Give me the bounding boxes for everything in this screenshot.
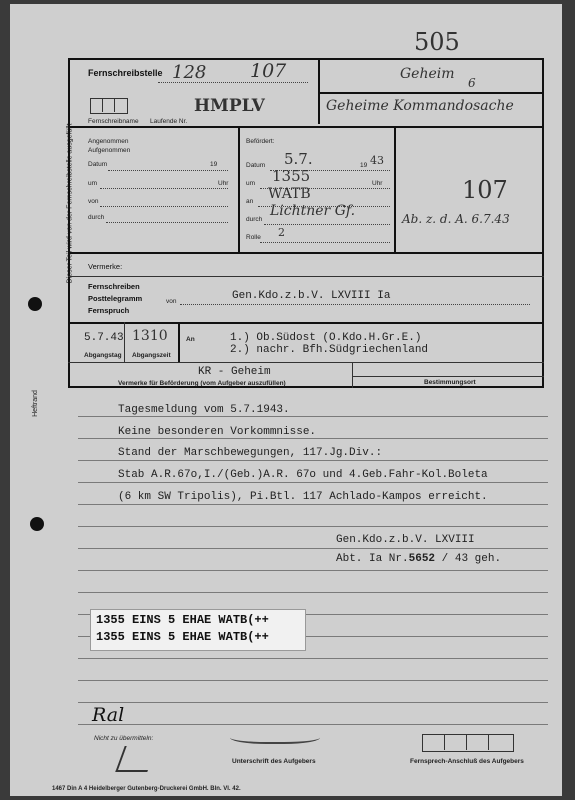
signature-reference [336, 553, 501, 565]
archive-number: 505 [414, 28, 460, 56]
classification: KR - Geheim [198, 366, 271, 378]
aufgenommen-label: Aufgenommen [88, 147, 131, 154]
received-um-label: um [88, 180, 98, 187]
forwarded-uhr-label: Uhr [372, 180, 383, 187]
reference-number: 5652 [408, 553, 436, 565]
teletype-line-2: 1355 EINS 5 EHAE WATB(++ [96, 630, 269, 644]
margin-note: Dieser Teil wird von der Fernschreibstelle ausgefüllt [66, 123, 74, 284]
punch-hole-top [28, 297, 42, 311]
reference-prefix: Abt. Ia Nr. [336, 553, 409, 565]
right-box-note: Ab. z. d. A. 6.7.43 [402, 212, 510, 226]
nicht-label: Nicht zu übermitteln: [94, 735, 154, 742]
posttelegramm-label: Posttelegramm [88, 294, 143, 303]
forwarded-um-label: um [246, 180, 256, 187]
laufende-nr-label: Laufende Nr. [150, 118, 188, 125]
forwarded-an-label: an [246, 198, 254, 205]
rolle-label: Rolle [246, 234, 261, 241]
fernschreibname-label: Fernschreibname [88, 118, 139, 125]
rolle-value: 2 [278, 226, 285, 239]
forwarded-datum-label: Datum [246, 162, 266, 169]
reference-suffix: / 43 geh. [441, 553, 502, 565]
forwarded-year: 43 [370, 154, 384, 167]
forwarded-datum: 5.7. [284, 150, 313, 168]
message-line-2: Keine besonderen Vorkommnisse. [118, 426, 317, 438]
angenommen-label: Angenommen [88, 138, 129, 145]
message-line-1: Tagesmeldung vom 5.7.1943. [118, 404, 290, 416]
forwarded-an: WATB [268, 186, 311, 202]
message-line-5: (6 km SW Tripolis), Pi.Btl. 117 Achlado-Kampos erreicht. [118, 491, 488, 503]
fs-number-alt: 107 [250, 60, 287, 82]
abgangszeit-label: Abgangszeit [132, 352, 171, 359]
abgangstag-label: Abgangstag [84, 352, 122, 359]
signature-unit: Gen.Kdo.z.b.V. LXVIII [336, 534, 475, 546]
edge-mark: Heftrand [31, 390, 39, 417]
unterschrift-label: Unterschrift des Aufgebers [232, 758, 316, 765]
initials: Ral [92, 704, 125, 726]
fs-number: 128 [172, 62, 207, 83]
geheim-stamp: Geheim [400, 66, 455, 82]
forwarded-durch-label: durch [246, 216, 263, 223]
printer-imprint: 1467 Din A 4 Heidelberger Gutenberg-Druckerei GmbH. Bln. VI. 42. [52, 786, 241, 792]
kommandosache-stamp: Geheime Kommandosache [326, 98, 514, 114]
message-line-4: Stab A.R.67o,I./(Geb.)A.R. 67o und 4.Geb.Fahr-Kol.Boleta [118, 469, 488, 481]
fernspruch-label: Fernspruch [88, 306, 130, 315]
fernschreiben-label: Fernschreiben [88, 282, 140, 291]
received-durch-label: durch [88, 214, 105, 221]
received-von-label: von [88, 198, 99, 205]
punch-hole-bottom [30, 517, 44, 531]
signature-scribble-2 [230, 728, 320, 744]
received-datum-label: Datum [88, 161, 108, 168]
bestimmungsort-label: Bestimmungsort [424, 379, 476, 386]
received-uhr-label: Uhr [218, 180, 229, 187]
forwarded-time: 1355 [272, 167, 311, 185]
forwarded-year-prefix: 19 [360, 162, 368, 169]
forwarded-durch: Lichtner Gf. [270, 203, 356, 219]
recipient-1: 1.) Ob.Südost (O.Kdo.H.Gr.E.) [230, 332, 422, 344]
befoerdert-label: Befördert: [246, 138, 275, 145]
fernschreibstelle-label: Fernschreibstelle [88, 68, 163, 78]
call-sign: HMPLV [194, 96, 265, 116]
message-line-3: Stand der Marschbewegungen, 117.Jg.Div.: [118, 447, 383, 459]
vermerke-label: Vermerke: [88, 262, 123, 271]
laufende-nr-boxes [90, 98, 128, 114]
teletype-line-1: 1355 EINS 5 EHAE WATB(++ [96, 613, 269, 627]
sender-von-label: von [166, 298, 177, 305]
sender-value: Gen.Kdo.z.b.V. LXVIII Ia [232, 290, 391, 302]
dispatch-time: 1310 [132, 328, 168, 344]
right-box-number: 107 [462, 176, 508, 204]
vermerke-befoerderung-label: Vermerke für Beförderung (vom Aufgeber auszufüllen) [118, 380, 286, 387]
fernsprech-label: Fernsprech-Anschluß des Aufgebers [410, 758, 524, 765]
received-year: 19 [210, 161, 218, 168]
geheim-mark: 6 [468, 76, 476, 90]
an-label: An [186, 336, 195, 343]
dispatch-date: 5.7.43 [84, 332, 124, 344]
fernsprech-boxes [422, 734, 514, 752]
recipient-2: 2.) nachr. Bfh.Südgriechenland [230, 344, 429, 356]
